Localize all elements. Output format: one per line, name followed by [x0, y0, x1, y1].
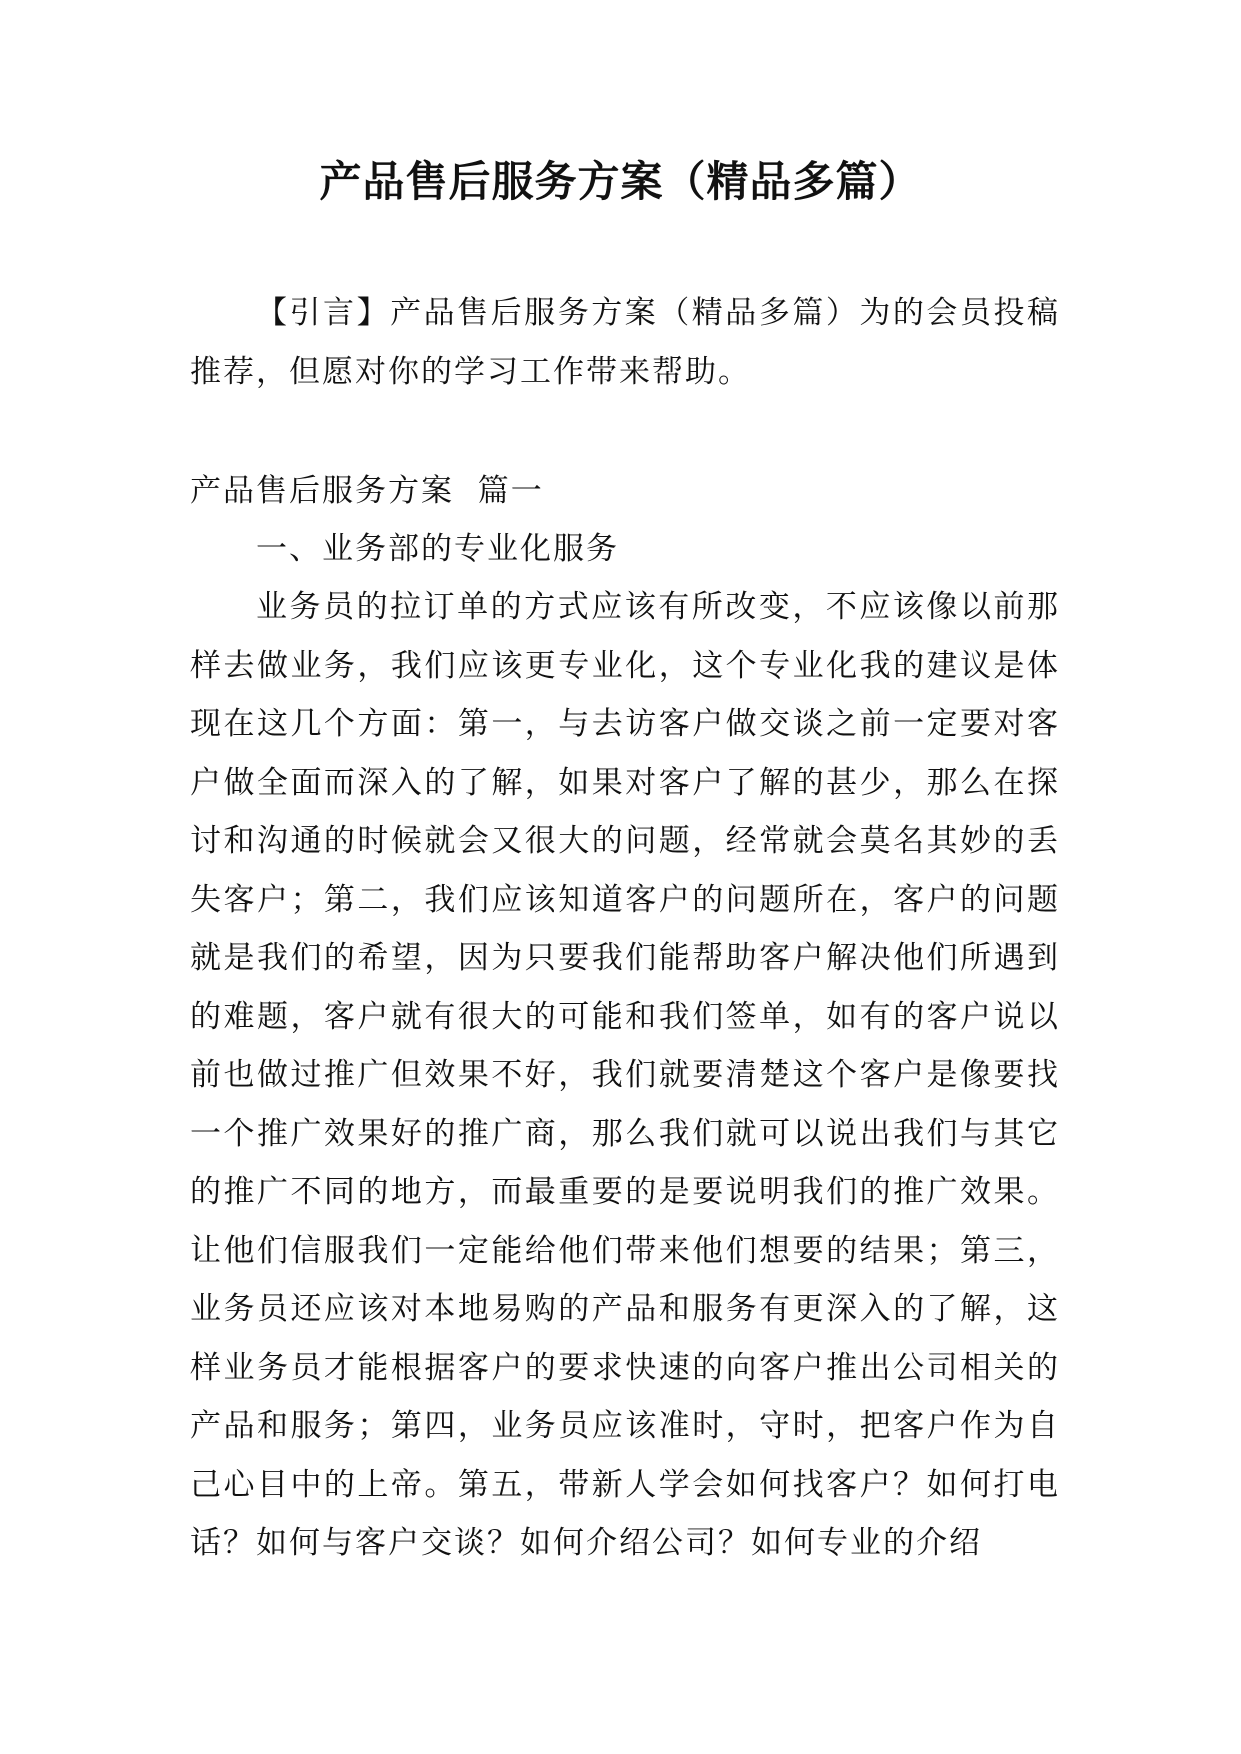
sub-heading: 一、业务部的专业化服务 — [256, 531, 619, 567]
intro-paragraph: 【引言】产品售后服务方案（精品多篇）为的会员投稿推荐，但愿对你的学习工作带来帮助。 — [190, 295, 1060, 390]
body-paragraph: 业务员的拉订单的方式应该有所改变，不应该像以前那样去做业务，我们应该更专业化，这个专业化我的建议是体现在这几个方面：第一，与去访客户做交谈之前一定要对客户做全面而深入的了解，如果对客户了解的甚少，那么在探讨和沟通的时候就会又很大的问题，经常就会莫名其妙的丢失客户；第二，我们应该知道客户的问题所在，客户的问题就是我们的希望，因为只要我们能帮助客户解决他们所遇到的难题，客户就有很大的可能和我们签单，如有的客户说以前也做过推广但效果不好，我们就要清楚这个客户是像要找一个推广效果好的推广商，那么我们就可以说出我们与其它的推广不同的地方，而最重要的是要说明我们的推广效果。让他们信服我们一定能给他们带来他们想要的结果；第三，业务员还应该对本地易购的产品和服务有更深入的了解，这样业务员才能根据客户的要求快速的向客户推出公司相关的产品和服务；第四，业务员应该准时，守时，把客户作为自己心目中的上帝。第五，带新人学会如何找客户？如何打电话？如何与客户交谈？如何介绍公司？如何专业的介绍 — [190, 589, 1060, 1561]
document-title: 产品售后服务方案（精品多篇） — [319, 157, 922, 206]
section-heading: 产品售后服务方案 篇一 — [190, 473, 544, 509]
